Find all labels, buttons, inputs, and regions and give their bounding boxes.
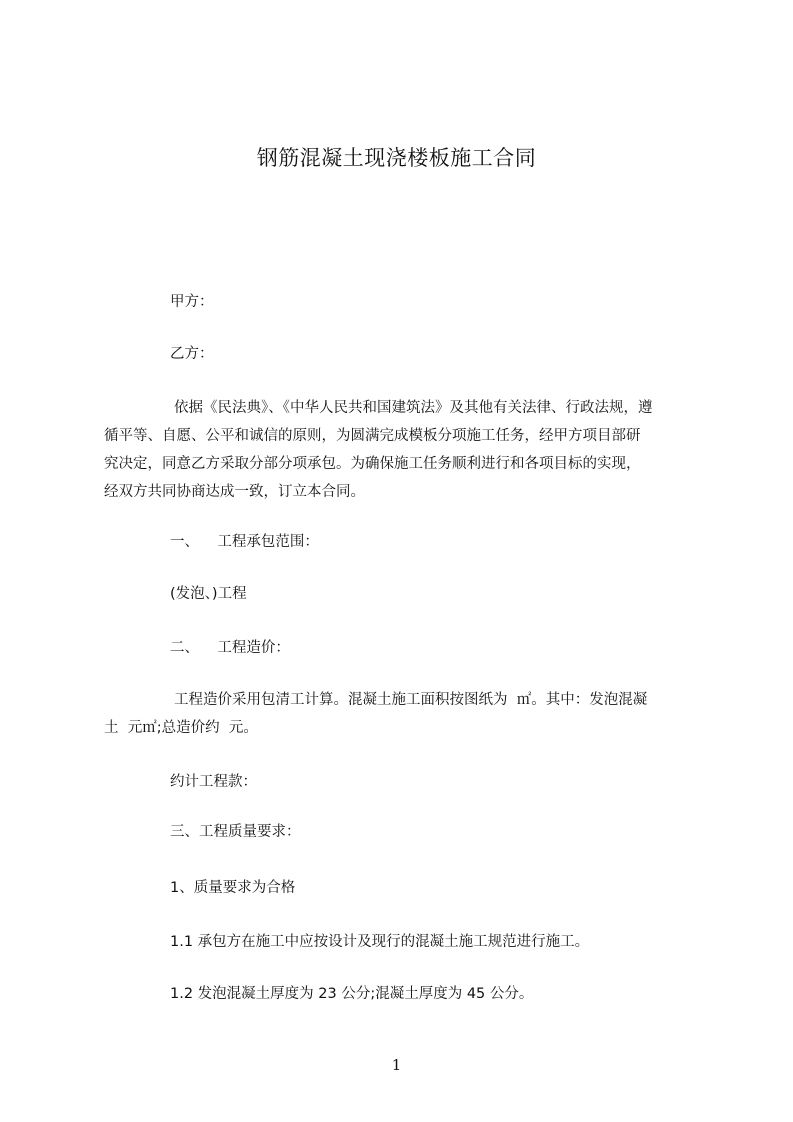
page-number: 1 — [391, 1056, 402, 1074]
party-b-label: 乙方： — [170, 346, 214, 362]
price-paragraph — [104, 686, 704, 742]
preamble-line: 经双方共同协商达成一致，订立本合同。 — [104, 484, 365, 500]
price-line: 土 元㎡;总造价约 元。 — [104, 720, 258, 736]
preamble-paragraph — [104, 394, 704, 506]
section-1-text: (发泡、)工程 — [170, 586, 247, 602]
quality-item-1-2: 1.2 发泡混凝土厚度为 23 公分;混凝土厚度为 45 公分。 — [170, 986, 534, 1002]
party-a-label: 甲方： — [170, 294, 214, 310]
section-3-heading: 三、工程质量要求： — [170, 824, 301, 840]
approx-payment-label: 约计工程款： — [170, 774, 257, 790]
quality-item-1: 1、质量要求为合格 — [170, 880, 296, 896]
preamble-line: 循平等、自愿、公平和诚信的原则，为圆满完成模板分项施工任务，经甲方项目部研 — [104, 428, 641, 444]
section-2-heading: 二、 工程造价： — [170, 640, 290, 656]
contract-title: 钢筋混凝土现浇楼板施工合同 — [256, 146, 537, 170]
price-line: 工程造价采用包清工计算。混凝土施工面积按图纸为 ㎡。其中：发泡混凝 — [174, 692, 648, 708]
preamble-line: 究决定，同意乙方采取分部分项承包。为确保施工任务顺利进行和各项目标的实现， — [104, 456, 641, 472]
preamble-line: 依据《民法典》、《中华人民共和国建筑法》及其他有关法律、行政法规，遵 — [174, 400, 653, 416]
section-1-heading: 一、 工程承包范围： — [170, 534, 319, 550]
quality-item-1-1: 1.1 承包方在施工中应按设计及现行的混凝土施工规范进行施工。 — [170, 934, 590, 950]
